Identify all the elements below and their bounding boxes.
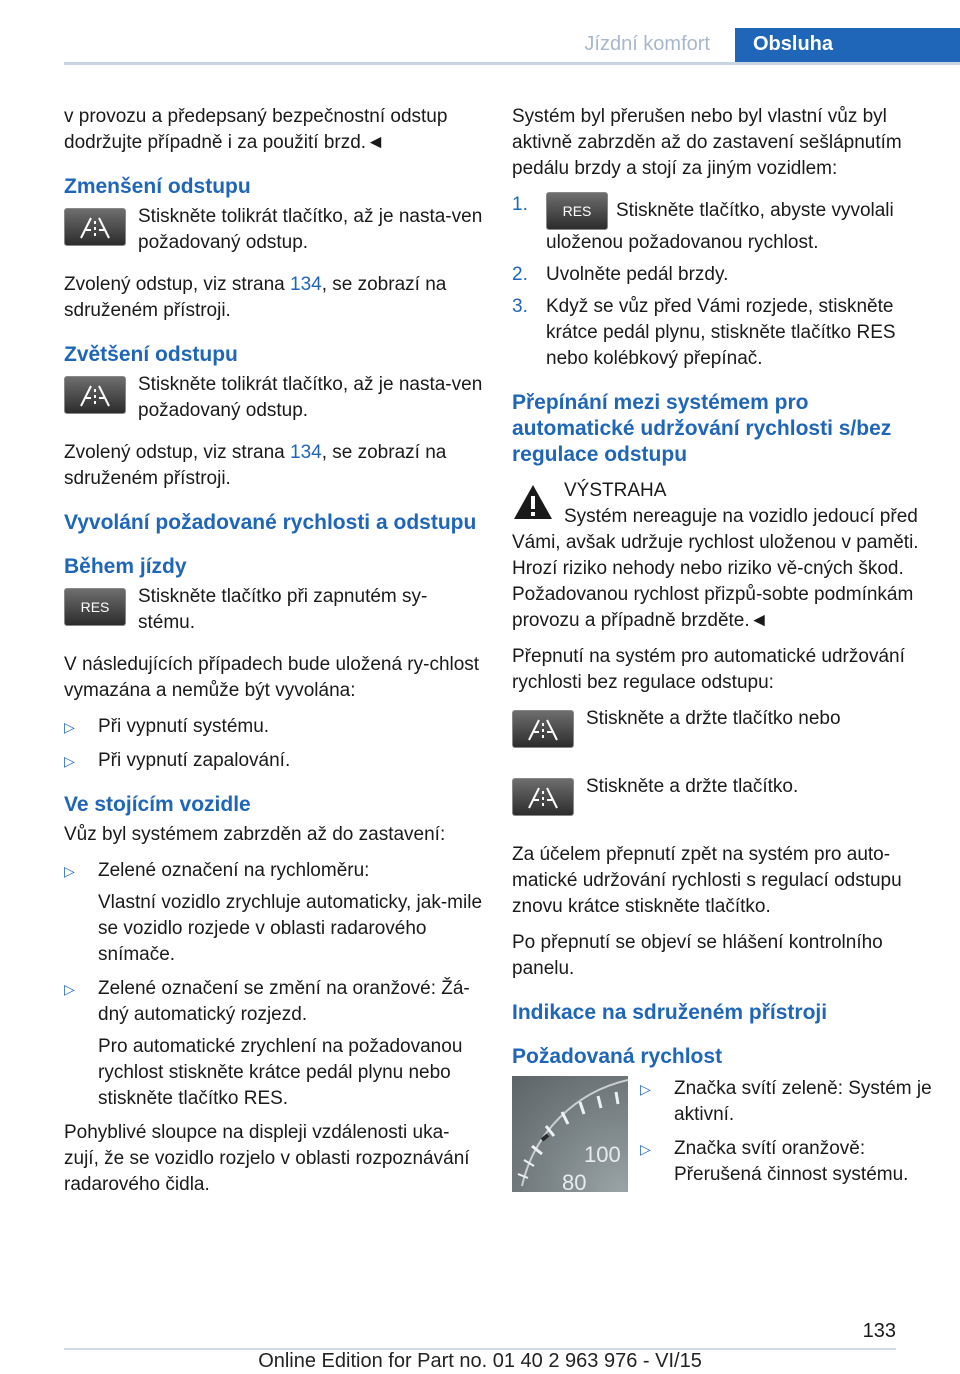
triangle-bullet-icon: ▷ xyxy=(64,753,75,769)
standstill-outro: Pohyblivé sloupce na displeji vzdálenosti uka‐zují, že se vozidlo rozjelo v oblasti rozpoznávání radarového čidla. xyxy=(64,1122,470,1195)
triangle-bullet-icon: ▷ xyxy=(640,1081,651,1097)
after-switch-text: Po přepnutí se objeví se hlášení kontrolního panelu. xyxy=(512,932,883,979)
distance-button-icon xyxy=(64,376,126,414)
decrease-distance-instruction: Stiskněte tolikrát tlačítko, až je nasta‐ven požadovaný odstup. xyxy=(138,206,483,253)
speedometer-image xyxy=(512,1076,628,1192)
triangle-bullet-icon: ▷ xyxy=(64,863,75,879)
desired-speed-heading: Požadovaná rychlost xyxy=(512,1045,723,1068)
step-item: 1. RES Stiskněte tlačítko, abyste vyvolali uloženou požadovanou rychlost. xyxy=(512,194,894,253)
chapter-tab[interactable]: Obsluha xyxy=(735,28,960,62)
list-item: ▷ Při vypnutí zapalování. xyxy=(64,748,484,774)
speed-gauge-section xyxy=(512,1076,932,1192)
res-button-row xyxy=(64,584,484,642)
distance-button-icon xyxy=(512,710,574,748)
increase-distance-row xyxy=(64,372,484,430)
increase-distance-heading: Zvětšení odstupu xyxy=(64,343,238,366)
list-item: ▷ Značka svítí oranžově: Přerušená činnost systému. xyxy=(640,1138,909,1185)
switch-back-text: Za účelem přepnutí zpět na systém pro auto‐matické udržování rychlosti s regulací odstupu znovu krátce stiskněte tlačítko. xyxy=(512,844,902,917)
switch-heading: Přepínání mezi systémem pro automatické udržování rychlosti s/bez regulace odstupu xyxy=(512,391,892,466)
speed-erase-text: V následujících případech bude uložená ry‐chlost vymazána a nemůže být vyvolána: xyxy=(64,654,480,701)
warning-text: Systém nereaguje na vozidlo jedoucí před Vámi, avšak udržuje rychlost uloženou v paměti. Hrozí riziko nehody nebo riziko vě‐cných škod. Požadovanou rychlost přizpů‐sobte podmínkám provozu a případně brzděte.◄ xyxy=(512,506,919,631)
header-bar xyxy=(64,28,960,65)
triangle-bullet-icon: ▷ xyxy=(640,1141,651,1157)
gauge-label-100: 100 xyxy=(584,1142,621,1167)
interrupted-text: Systém byl přerušen nebo byl vlastní vůz byl aktivně zabrzděn až do zastavení sešlápnutím pedálu brzdy a stojí za jiným vozidlem: xyxy=(512,106,902,179)
increase-distance-info: Zvolený odstup, viz strana 134, se zobrazí na sdruženém přístroji. xyxy=(64,442,447,489)
list-item: ▷ Značka svítí zeleně: Systém je aktivní. xyxy=(640,1078,932,1125)
decrease-distance-row xyxy=(64,204,484,262)
res-instruction: Stiskněte tlačítko při zapnutém sy‐stému. xyxy=(138,586,428,633)
list-item-detail: Vlastní vozidlo zrychluje automaticky, jak‐mile se vozidlo rozjede v oblasti radarového snímače. xyxy=(98,892,483,965)
res-button-icon: RES xyxy=(546,192,608,230)
hold-button-row-1 xyxy=(512,706,932,764)
standstill-list xyxy=(64,858,484,1112)
while-driving-heading: Během jízdy xyxy=(64,555,187,578)
gauge-label-80: 80 xyxy=(562,1170,587,1192)
intro-paragraph: v provozu a předepsaný bezpečnostní odstup dodržujte případně i za použití brzd.◄ xyxy=(64,106,448,153)
decrease-distance-heading: Zmenšení odstupu xyxy=(64,175,251,198)
decrease-distance-info: Zvolený odstup, viz strana 134, se zobrazí na sdruženém přístroji. xyxy=(64,274,447,321)
warning-triangle-icon xyxy=(512,482,554,522)
distance-button-icon xyxy=(512,778,574,816)
distance-button-icon xyxy=(64,208,126,246)
list-item-detail: Pro automatické zrychlení na požadovanou rychlost stiskněte krátce pedál plynu nebo stiskněte tlačítko RES. xyxy=(98,1036,463,1109)
section-tab[interactable]: Jízdní komfort xyxy=(584,33,710,55)
standstill-text: Vůz byl systémem zabrzděn až do zastavení: xyxy=(64,824,446,845)
hold-button-row-2 xyxy=(512,774,932,832)
page-number: 133 xyxy=(862,1320,896,1342)
right-column xyxy=(512,104,932,1196)
page-link[interactable]: 134 xyxy=(290,274,322,295)
triangle-bullet-icon: ▷ xyxy=(64,981,75,997)
list-item: ▷ Zelené označení na rychloměru: Vlastní vozidlo zrychluje automaticky, jak‐mile se vozidlo rozjede v oblasti radarového snímače. xyxy=(64,858,484,968)
erase-conditions-list xyxy=(64,714,484,774)
left-column xyxy=(64,104,484,1208)
list-item: ▷ Při vypnutí systému. xyxy=(64,714,484,740)
resume-steps xyxy=(512,192,932,372)
edition-text: Online Edition for Part no. 01 40 2 963 976 - VI/15 xyxy=(258,1350,702,1372)
indication-heading: Indikace na sdruženém přístroji xyxy=(512,1001,828,1024)
switch-text: Přepnutí na systém pro automatické udržování rychlosti bez regulace odstupu: xyxy=(512,646,905,693)
standstill-heading: Ve stojícím vozidle xyxy=(64,793,251,816)
recall-heading: Vyvolání požadované rychlosti a odstupu xyxy=(64,511,477,534)
step-item: 2. Uvolněte pedál brzdy. xyxy=(512,264,729,285)
hold-instruction-2: Stiskněte a držte tlačítko. xyxy=(586,776,799,797)
warning-box xyxy=(512,478,932,634)
step-item: 3. Když se vůz před Vámi rozjede, stiskněte krátce pedál plynu, stiskněte tlačítko RES nebo kolébkový přepínač. xyxy=(512,296,896,369)
triangle-bullet-icon: ▷ xyxy=(64,719,75,735)
list-item: ▷ Zelené označení se změní na oranžové: Žá‐dný automatický rozjezd. Pro automatické zrychlení na požadovanou rychlost stiskněte krátce pedál plynu nebo stiskněte tlačítko RES. xyxy=(64,976,484,1112)
warning-title: VÝSTRAHA xyxy=(564,480,667,501)
res-button-icon: RES xyxy=(64,588,126,626)
hold-instruction-1: Stiskněte a držte tlačítko nebo xyxy=(586,708,841,729)
gauge-status-list xyxy=(640,1076,932,1188)
increase-distance-instruction: Stiskněte tolikrát tlačítko, až je nasta‐ven požadovaný odstup. xyxy=(138,374,483,421)
page-link[interactable]: 134 xyxy=(290,442,322,463)
